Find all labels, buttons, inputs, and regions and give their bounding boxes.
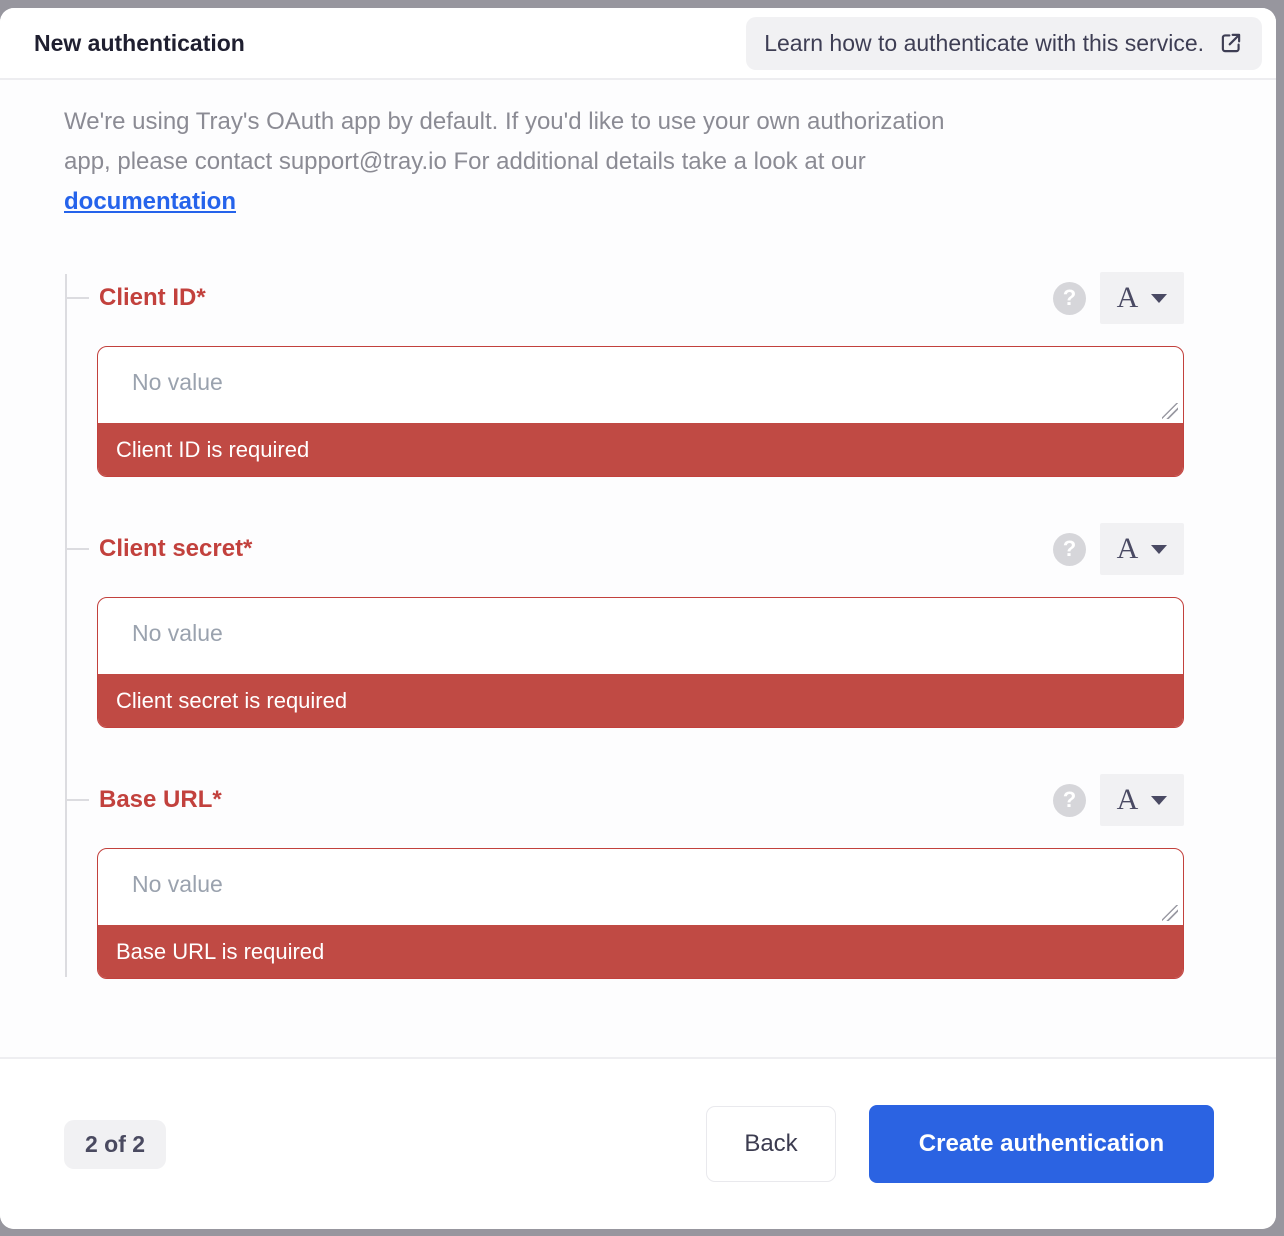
client-id-error-message: Client ID is required bbox=[98, 423, 1183, 476]
field-label-row bbox=[97, 272, 1184, 324]
learn-link-label: Learn how to authenticate with this service. bbox=[764, 29, 1204, 56]
resize-handle-icon[interactable] bbox=[1162, 905, 1178, 921]
field-label-row bbox=[97, 774, 1184, 826]
field-group-client-secret bbox=[65, 523, 1184, 728]
chevron-down-icon bbox=[1151, 545, 1167, 554]
documentation-link[interactable]: documentation bbox=[64, 188, 236, 215]
intro-line-1: We're using Tray's OAuth app by default. If you'd like to use your own authorization bbox=[64, 108, 945, 135]
dialog-header bbox=[0, 8, 1276, 80]
help-icon[interactable]: ? bbox=[1053, 282, 1086, 315]
client-id-input[interactable] bbox=[98, 347, 1183, 423]
textarea-wrap bbox=[98, 598, 1183, 674]
base-url-field-box bbox=[97, 848, 1184, 979]
textarea-wrap bbox=[98, 347, 1183, 423]
external-link-icon bbox=[1218, 30, 1244, 56]
tree-tick bbox=[65, 799, 89, 801]
intro-text bbox=[64, 102, 1184, 222]
base-url-error-message: Base URL is required bbox=[98, 925, 1183, 978]
input-type-dropdown[interactable] bbox=[1100, 774, 1184, 826]
client-secret-label: Client secret* bbox=[99, 535, 253, 562]
tree-tick bbox=[65, 297, 89, 299]
create-authentication-button[interactable]: Create authentication bbox=[869, 1105, 1214, 1183]
help-icon[interactable]: ? bbox=[1053, 784, 1086, 817]
chevron-down-icon bbox=[1151, 796, 1167, 805]
resize-handle-icon[interactable] bbox=[1162, 403, 1178, 419]
dialog-footer bbox=[0, 1057, 1276, 1229]
client-secret-field-box bbox=[97, 597, 1184, 728]
text-type-glyph: A bbox=[1116, 783, 1139, 816]
textarea-wrap bbox=[98, 849, 1183, 925]
client-id-label: Client ID* bbox=[99, 284, 206, 311]
field-group-client-id bbox=[65, 272, 1184, 477]
intro-line-2: app, please contact support@tray.io For additional details take a look at our bbox=[64, 148, 866, 175]
text-type-glyph: A bbox=[1116, 281, 1139, 314]
field-group-base-url bbox=[65, 774, 1184, 979]
back-button[interactable]: Back bbox=[706, 1106, 836, 1182]
chevron-down-icon bbox=[1151, 294, 1167, 303]
page-title: New authentication bbox=[34, 29, 245, 56]
client-secret-input[interactable] bbox=[98, 598, 1183, 674]
client-id-field-box bbox=[97, 346, 1184, 477]
learn-link-button[interactable] bbox=[746, 17, 1262, 70]
base-url-input[interactable] bbox=[98, 849, 1183, 925]
text-type-glyph: A bbox=[1116, 532, 1139, 565]
new-authentication-dialog bbox=[0, 8, 1276, 1229]
help-icon[interactable]: ? bbox=[1053, 533, 1086, 566]
client-secret-error-message: Client secret is required bbox=[98, 674, 1183, 727]
dialog-body bbox=[0, 80, 1276, 1057]
input-type-dropdown[interactable] bbox=[1100, 272, 1184, 324]
tree-connector-line bbox=[65, 274, 67, 977]
form-fields bbox=[65, 272, 1184, 979]
field-label-row bbox=[97, 523, 1184, 575]
tree-tick bbox=[65, 548, 89, 550]
page-indicator-badge: 2 of 2 bbox=[64, 1120, 166, 1169]
base-url-label: Base URL* bbox=[99, 786, 222, 813]
input-type-dropdown[interactable] bbox=[1100, 523, 1184, 575]
